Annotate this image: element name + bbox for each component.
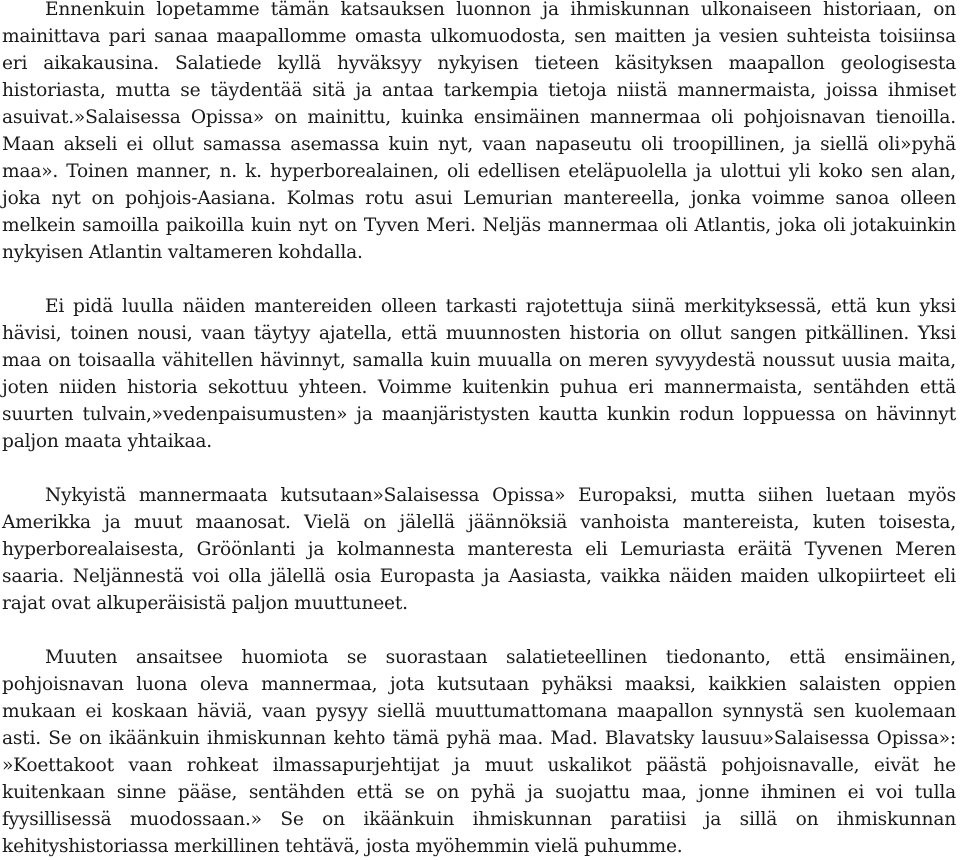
- document-page: [2, 0, 956, 860]
- paragraph-continents-overview: Ennenkuin lopetamme tämän katsauksen luonnon ja ihmiskunnan ulkonaiseen historiaan, on mainittava pari sanaa maapallomme omasta ulkomuodosta, sen maitten ja vesien suhteista toisiinsa eri aikakausina. Salatiede kyllä hyväksyy nykyisen tieteen käsityksen maapallon geologisesta historiasta, mutta se täydentää sitä ja antaa tarkempia tietoja niistä mannermaista, joissa ihmiset asuivat.»Salaisessa Opissa» on mainittu, kuinka ensimäinen mannermaa oli pohjoisnavan tienoilla. Maan akseli ei ollut samassa asemassa kuin nyt, vaan napaseutu oli troopillinen, ja siellä oli»pyhä maa». Toinen manner, n. k. hyperborealainen, oli edellisen eteläpuolella ja ulottui yli koko sen alan, joka nyt on pohjois-Aasiana. Kolmas rotu asui Lemurian mantereella, jonka voimme sanoa olleen melkein samoilla paikoilla kuin nyt on Tyven Meri. Neljäs mannermaa oli Atlantis, joka oli jotakuinkin nykyisen Atlantin valtameren kohdalla.: [2, 0, 956, 263]
- paragraph-continents-transitions: Ei pidä luulla näiden mantereiden olleen tarkasti rajotettuja siinä merkityksessä, että kun yksi hävisi, toinen nousi, vaan täytyy ajatella, että muunnosten historia on ollut sangen pitkällinen. Yksi maa on toisaalla vähitellen hävinnyt, samalla kuin muualla on meren syvyydestä noussut uusia maita, joten niiden historia sekottuu yhteen. Voimme kuitenkin puhua eri mannermaista, sentähden että suurten tulvain,»vedenpaisumusten» ja maanjäristysten kautta kunkin rodun loppuessa on hävinnyt paljon maata yhtaikaa.: [2, 296, 956, 452]
- paragraph-holy-land: Muuten ansaitsee huomiota se suorastaan salatieteellinen tiedonanto, että ensimäinen, pohjoisnavan luona oleva mannermaa, jota kutsutaan pyhäksi maaksi, kaikkien salaisten oppien mukaan ei koskaan häviä, vaan pysyy siellä muuttumattomana maapallon synnystä sen kuolemaan asti. Se on ikäänkuin ihmiskunnan kehto tämä pyhä maa. Mad. Blavatsky lausuu»Salaisessa Opissa»: »Koettakoot vaan rohkeat ilmassapurjehtijat ja muut uskalikot päästä pohjoisnavalle, eivät he kuitenkaan sinne pääse, sentähden että se on pyhä ja suojattu maa, jonne ihminen ei voi tulla fyysillisessä muodossaan.» Se on ikäänkuin ihmiskunnan paratiisi ja sillä on ihmiskunnan kehityshistoriassa merkillinen tehtävä, josta myöhemmin vielä puhumme.: [2, 647, 956, 857]
- paragraph-current-continent: Nykyistä mannermaata kutsutaan»Salaisessa Opissa» Europaksi, mutta siihen luetaan myös Amerikka ja muut maanosat. Vielä on jälellä jäännöksiä vanhoista mantereista, kuten toisesta, hyperborealaisesta, Gröönlanti ja kolmannesta manteresta eli Lemuriasta eräitä Tyvenen Meren saaria. Neljännestä voi olla jälellä osia Europasta ja Aasiasta, vaikka näiden maiden ulkopiirteet eli rajat ovat alkuperäisistä paljon muuttuneet.: [2, 485, 956, 614]
